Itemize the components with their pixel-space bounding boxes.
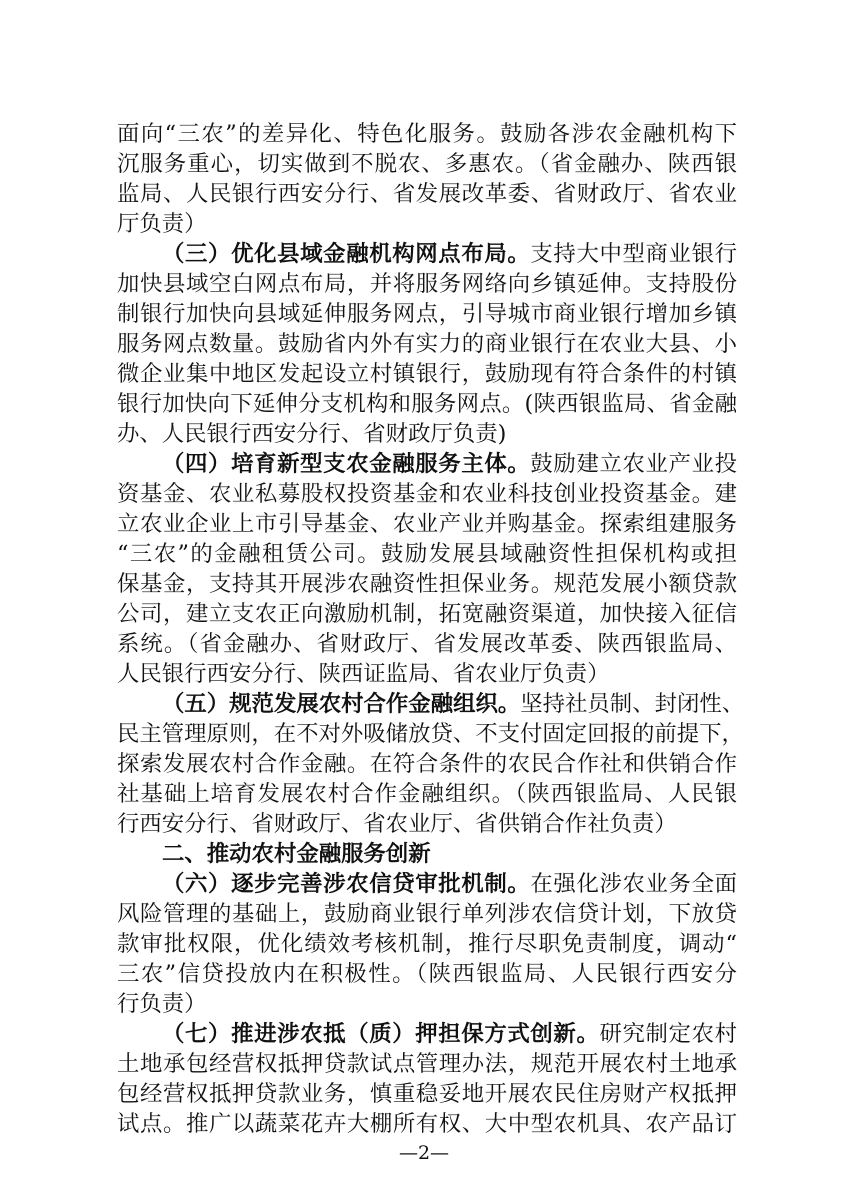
paragraph-first-line-text: 研究制定农村 xyxy=(599,1021,738,1047)
body-text-line: 人民银行西安分行、陕西证监局、省农业厅负责） xyxy=(117,661,610,687)
body-text-line: 行负责） xyxy=(117,991,207,1017)
body-text-line: 三农”信贷投放内在积极性。（陕西银监局、人民银行西安分 xyxy=(117,961,737,987)
paragraph-lead-heading: （四）培育新型支农金融服务主体。 xyxy=(162,451,531,477)
body-text-line: 土地承包经营权抵押贷款试点管理办法，规范开展农村土地承 xyxy=(117,1051,737,1077)
body-text-line: 微企业集中地区发起设立村镇银行，鼓励现有符合条件的村镇 xyxy=(117,361,737,387)
body-text-line: 立农业企业上市引导基金、农业产业并购基金。探索组建服务 xyxy=(117,511,737,537)
paragraph-first-line-text: 支持大中型商业银行 xyxy=(530,241,737,267)
paragraph-first-line xyxy=(162,869,737,899)
paragraph-first-line xyxy=(162,239,737,269)
body-text-line: 面向“三农”的差异化、特色化服务。鼓励各涉农金融机构下 xyxy=(117,121,737,147)
body-text-line: 资基金、农业私募股权投资基金和农业科技创业投资基金。建 xyxy=(117,481,737,507)
body-text-line: 试点。推广以蔬菜花卉大棚所有权、大中型农机具、农产品订 xyxy=(117,1111,737,1137)
body-text-line: 保基金，支持其开展涉农融资性担保业务。规范发展小额贷款 xyxy=(117,571,737,597)
section-heading: 二、推动农村金融服务创新 xyxy=(162,841,431,867)
body-text-line: 沉服务重心，切实做到不脱农、多惠农。（省金融办、陕西银 xyxy=(117,151,737,177)
body-text-line: 社基础上培育发展农村合作金融组织。（陕西银监局、人民银 xyxy=(117,781,737,807)
body-text-line: 风险管理的基础上，鼓励商业银行单列涉农信贷计划，下放贷 xyxy=(117,901,737,927)
body-text-line: “三农”的金融租赁公司。鼓励发展县域融资性担保机构或担 xyxy=(117,541,737,567)
body-text-line: 民主管理原则，在不对外吸储放贷、不支付固定回报的前提下， xyxy=(117,721,744,747)
body-text-line: 厅负责） xyxy=(117,211,207,237)
body-text-line: 行西安分行、省财政厅、省农业厅、省供销合作社负责） xyxy=(117,811,677,837)
body-text-line: 款审批权限，优化绩效考核机制，推行尽职免责制度，调动“ xyxy=(117,931,737,957)
paragraph-lead-heading: （六）逐步完善涉农信贷审批机制。 xyxy=(162,871,531,897)
paragraph-first-line-text: 在强化涉农业务全面 xyxy=(530,871,737,897)
paragraph-lead-heading: （五）规范发展农村合作金融组织。 xyxy=(162,691,521,717)
body-text-line: 服务网点数量。鼓励省内外有实力的商业银行在农业大县、小 xyxy=(117,331,737,357)
paragraph-first-line xyxy=(162,1019,737,1049)
paragraph-lead-heading: （七）推进涉农抵（质）押担保方式创新。 xyxy=(162,1021,600,1047)
body-text-line: 加快县域空白网点布局，并将服务网络向乡镇延伸。支持股份 xyxy=(117,271,737,297)
page-number: —2— xyxy=(398,1142,450,1164)
body-text-line: 监局、人民银行西安分行、省发展改革委、省财政厅、省农业 xyxy=(117,181,737,207)
paragraph-first-line-text: 坚持社员制、封闭性、 xyxy=(520,691,745,717)
paragraph-first-line xyxy=(162,689,745,719)
body-text-line: 系统。（省金融办、省财政厅、省发展改革委、陕西银监局、 xyxy=(117,631,737,657)
body-text-line: 探索发展农村合作金融。在符合条件的农民合作社和供销合作 xyxy=(117,751,737,777)
body-text-line: 包经营权抵押贷款业务，慎重稳妥地开展农民住房财产权抵押 xyxy=(117,1081,737,1107)
body-text-line: 公司，建立支农正向激励机制，拓宽融资渠道，加快接入征信 xyxy=(117,601,737,627)
paragraph-first-line-text: 鼓励建立农业产业投 xyxy=(530,451,737,477)
body-text-line: 制银行加快向县域延伸服务网点，引导城市商业银行增加乡镇 xyxy=(117,301,737,327)
paragraph-first-line xyxy=(162,449,737,479)
body-text-line: 办、人民银行西安分行、省财政厅负责) xyxy=(117,421,507,447)
paragraph-lead-heading: （三）优化县域金融机构网点布局。 xyxy=(162,241,531,267)
body-text-line: 银行加快向下延伸分支机构和服务网点。(陕西银监局、省金融 xyxy=(117,391,737,417)
